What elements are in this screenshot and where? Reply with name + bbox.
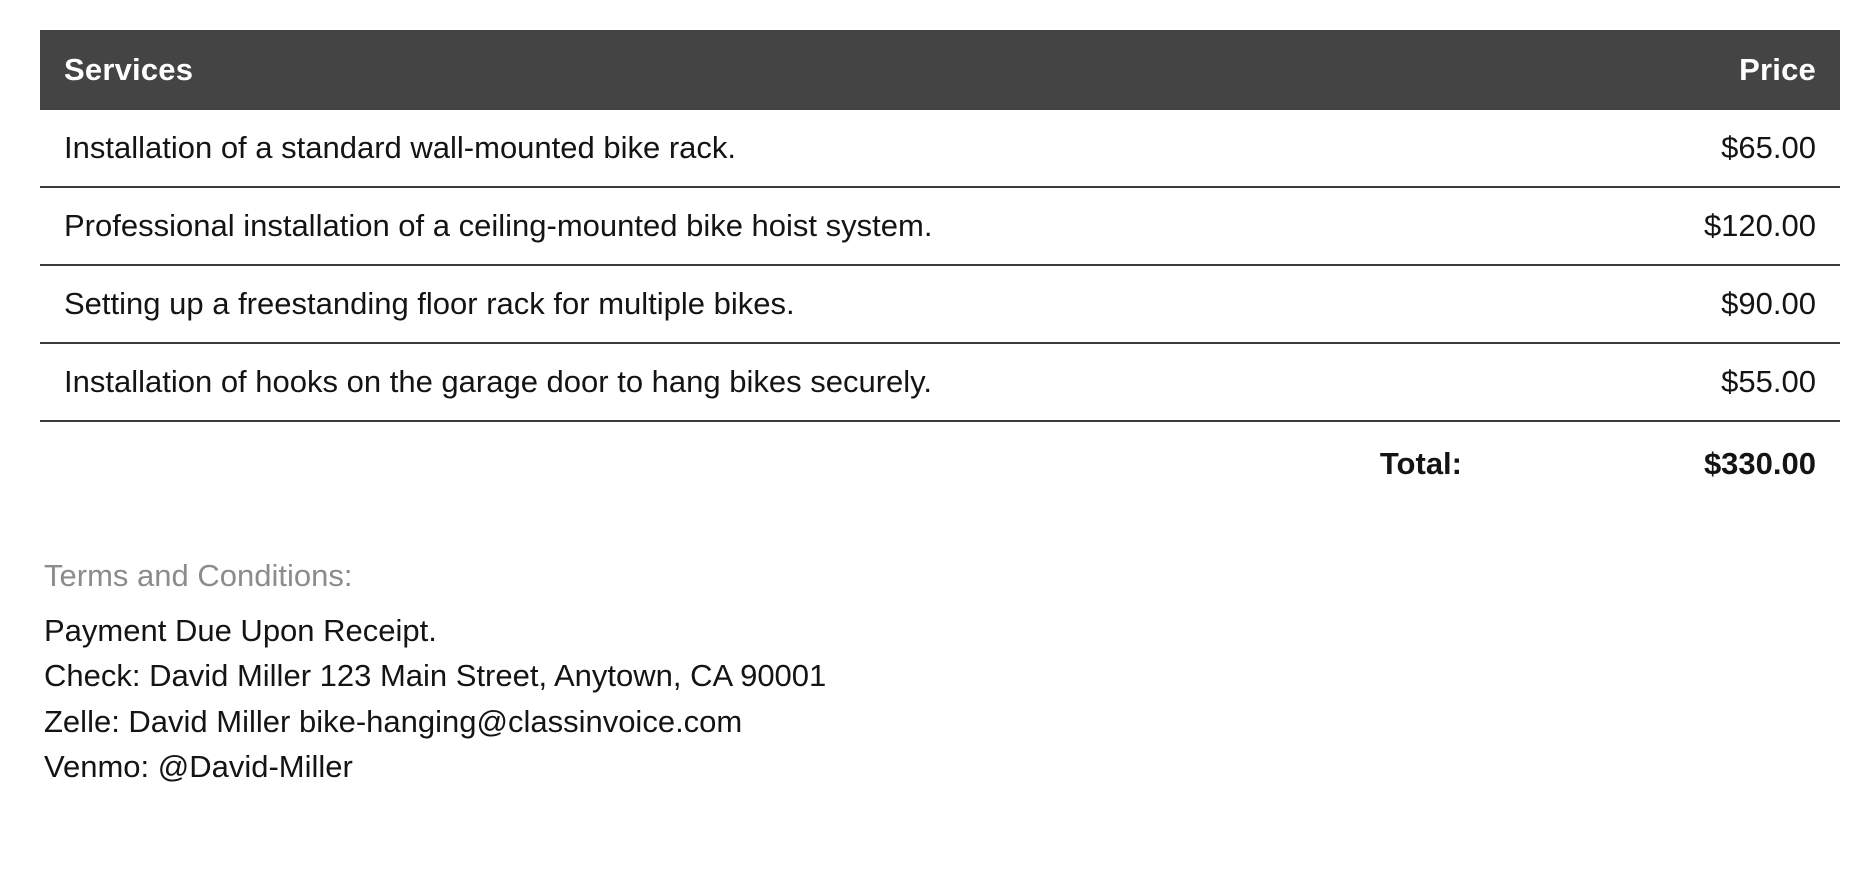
table-header-row [40,30,1840,110]
terms-line-venmo: Venmo: @David-Miller [44,748,353,784]
terms-line-payment: Payment Due Upon Receipt. [44,613,437,648]
services-price-table [40,30,1840,502]
service-description: Installation of a standard wall-mounted bike rack. [40,110,1492,187]
service-price: $55.00 [1492,343,1840,421]
table-row [40,343,1840,421]
service-price: $90.00 [1492,265,1840,343]
service-description: Professional installation of a ceiling-mounted bike hoist system. [40,187,1492,265]
table-body [40,110,1840,502]
service-price: $65.00 [1492,110,1840,187]
terms-line-zelle: Zelle: David Miller bike-hanging@classinvoice.com [44,703,743,739]
table-row [40,265,1840,343]
terms-title: Terms and Conditions: [44,558,353,593]
column-header-services: Services [40,30,1492,110]
total-row [40,421,1840,502]
table-header [40,30,1840,110]
terms-and-conditions-section [40,558,1828,789]
service-description: Setting up a freestanding floor rack for multiple bikes. [40,265,1492,343]
total-label: Total: [1379,446,1462,481]
terms-line-check: Check: David Miller 123 Main Street, Anytown, CA 90001 [44,658,827,694]
total-value: $330.00 [1703,446,1816,481]
service-description: Installation of hooks on the garage door to hang bikes securely. [40,343,1492,421]
service-price: $120.00 [1492,187,1840,265]
column-header-price: Price [1492,30,1840,110]
table-row [40,110,1840,187]
table-row [40,187,1840,265]
